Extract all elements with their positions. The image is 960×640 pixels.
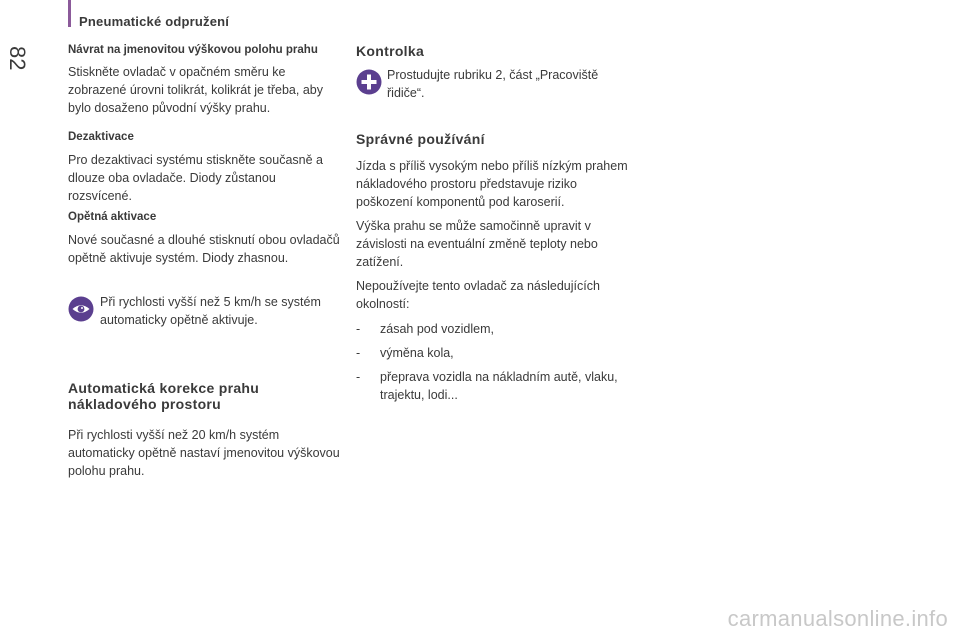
- deactivation-text: Pro dezaktivaci systému stiskněte současně a dlouze oba ovladače. Diody zůstanou rozsvícené.: [68, 153, 323, 203]
- plus-icon: [356, 69, 382, 95]
- reactivation-text: Nové současné a dlouhé stisknutí obou ovladačů opětně aktivuje systém. Diody zhasnou.: [68, 233, 340, 265]
- list-item-text: výměna kola,: [380, 346, 454, 360]
- warning-lamp-note: [356, 66, 628, 106]
- speed-reactivation-text: Při rychlosti vyšší než 5 km/h se systém automaticky opětně aktivuje.: [100, 295, 321, 327]
- list-dash: -: [356, 322, 361, 336]
- page-header-title: Pneumatické odpružení: [79, 14, 230, 29]
- usage-para-3: Nepoužívejte tento ovladač za následujících okolností:: [356, 279, 600, 311]
- restore-text: Stiskněte ovladač v opačném směru ke zobrazené úrovni tolikrát, kolikrát je třeba, aby bylo dosaženo původní výšky prahu.: [68, 65, 323, 115]
- header-accent-bar: [68, 0, 71, 27]
- list-item-text: přeprava vozidla na nákladním autě, vlaku, trajektu, lodi...: [380, 370, 618, 402]
- eye-icon: [68, 296, 94, 322]
- speed-reactivation-note: [68, 293, 340, 333]
- warning-lamp-heading: Kontrolka: [356, 43, 425, 59]
- list-dash: -: [356, 370, 361, 384]
- warning-lamp-section: [356, 43, 628, 59]
- auto-correction-section: [68, 380, 340, 480]
- list-dash: -: [356, 346, 361, 360]
- reactivation-section: [68, 211, 340, 267]
- usage-para-1: Jízda s příliš vysokým nebo příliš nízkým prahem nákladového prostoru představuje riziko poškození komponentů pod karoserií.: [356, 159, 628, 209]
- usage-heading: Správné používání: [356, 131, 485, 147]
- warning-lamp-text: Prostudujte rubriku 2, část „Pracoviště řidiče“.: [387, 68, 599, 100]
- restore-heading: Návrat na jmenovitou výškovou polohu prahu: [68, 44, 318, 56]
- usage-list: [356, 320, 628, 404]
- usage-para-2: Výška prahu se může samočinně upravit v závislosti na eventuální změně teploty nebo zatížení.: [356, 219, 598, 269]
- watermark-logo: carmanualsonline.info: [727, 606, 948, 631]
- auto-correction-heading: Automatická korekce prahu nákladového prostoru: [68, 380, 260, 412]
- deactivation-heading: Dezaktivace: [68, 131, 134, 143]
- list-item-text: zásah pod vozidlem,: [380, 322, 494, 336]
- page-number: 82: [5, 46, 30, 71]
- usage-section: [356, 131, 628, 410]
- list-item: [356, 344, 628, 362]
- auto-correction-text: Při rychlosti vyšší než 20 km/h systém automaticky opětně nastaví jmenovitou výškovou polohu prahu.: [68, 428, 340, 478]
- restore-section: [68, 44, 340, 117]
- deactivation-section: [68, 131, 340, 205]
- list-item: [356, 320, 628, 338]
- list-item: [356, 368, 628, 404]
- reactivation-heading: Opětná aktivace: [68, 211, 157, 223]
